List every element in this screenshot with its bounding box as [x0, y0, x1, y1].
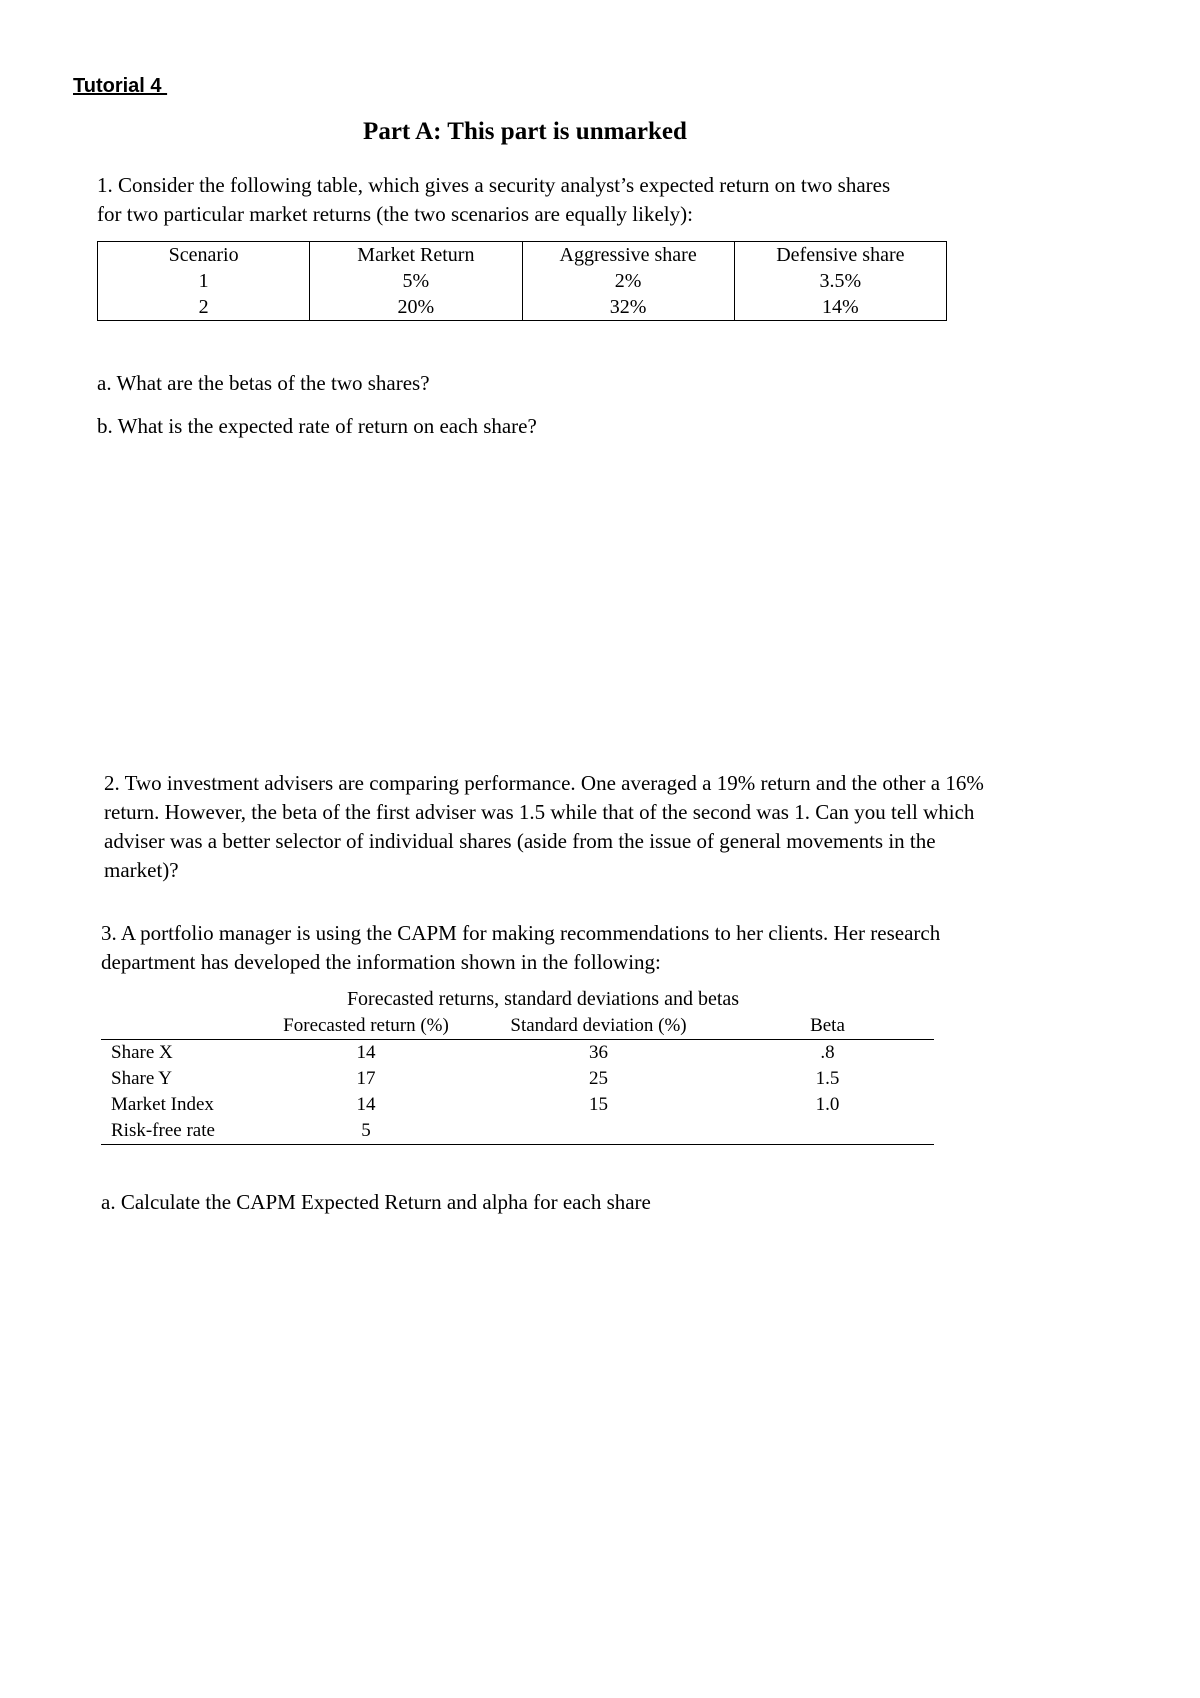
- table-cell: 20%: [310, 294, 522, 321]
- question-3a: a. Calculate the CAPM Expected Return and alpha for each share: [101, 1190, 651, 1214]
- question-1-intro: 1. Consider the following table, which gives a security analyst’s expected return on two shares for two particular market returns (the two scenarios are equally likely):: [97, 173, 891, 226]
- table-cell: 14: [356, 1094, 376, 1115]
- table-cell: [721, 1118, 934, 1145]
- table-header-row: [98, 242, 947, 269]
- table-cell: 5%: [310, 268, 522, 294]
- capm-table: [101, 1013, 934, 1145]
- table-row: [101, 1118, 934, 1145]
- table-header-cell: Defensive share: [734, 242, 946, 269]
- table-row: [101, 1092, 934, 1118]
- table-row: [101, 1040, 934, 1067]
- table-cell: 2: [98, 294, 310, 321]
- table-cell: Market Index: [111, 1094, 214, 1115]
- question-2: 2. Two investment advisers are comparing performance. One averaged a 19% return and the other a 16% return. However, the beta of the first adviser was 1.5 while that of the second was 1. Can you tell which adviser was a better selector of individual shares (aside from the issue of general movements in the market)?: [104, 771, 984, 882]
- table-header-cell: Scenario: [98, 242, 310, 269]
- table-cell: Risk-free rate: [101, 1118, 256, 1145]
- table-cell: .8: [820, 1042, 835, 1063]
- table-cell: 5: [256, 1118, 476, 1145]
- table-header-cell: Aggressive share: [522, 242, 734, 269]
- table-cell: 3.5%: [734, 268, 946, 294]
- table-cell: [476, 1118, 721, 1145]
- table-caption-text: Forecasted returns, standard deviations and betas: [346, 988, 740, 1010]
- table-cell: 36: [589, 1042, 608, 1063]
- table-row: [98, 268, 947, 294]
- question-1b: b. What is the expected rate of return on each share?: [97, 414, 537, 438]
- table-header-cell: [101, 1013, 256, 1040]
- table-cell: 1: [98, 268, 310, 294]
- table-caption: [0, 988, 1050, 1011]
- table-cell: 25: [589, 1068, 608, 1089]
- scenario-table: [97, 241, 947, 321]
- question-1a: a. What are the betas of the two shares?: [97, 371, 430, 395]
- table-header-row: [101, 1013, 934, 1040]
- table-cell: 14: [356, 1042, 376, 1063]
- part-title: Part A: This part is unmarked: [363, 118, 687, 145]
- table-cell: Share X: [111, 1042, 173, 1063]
- table-header-cell: Beta: [721, 1013, 934, 1040]
- table-header-cell: Market Return: [310, 242, 522, 269]
- table-cell: 2%: [522, 268, 734, 294]
- table-header-cell: Forecasted return (%): [256, 1013, 476, 1040]
- table-cell: Share Y: [111, 1068, 173, 1089]
- table-header-cell: Standard deviation (%): [476, 1013, 721, 1040]
- table-cell: 15: [589, 1094, 608, 1115]
- table-cell: 17: [356, 1068, 376, 1089]
- question-3-intro: 3. A portfolio manager is using the CAPM for making recommendations to her clients. Her research department has developed the information shown in the following:: [101, 921, 941, 974]
- table-cell: 1.5: [815, 1068, 840, 1089]
- table-cell: 32%: [522, 294, 734, 321]
- table-cell: 1.0: [815, 1094, 840, 1115]
- page-heading: Tutorial 4: [73, 75, 168, 97]
- table-row: [98, 294, 947, 321]
- table-cell: 14%: [734, 294, 946, 321]
- table-row: [101, 1066, 934, 1092]
